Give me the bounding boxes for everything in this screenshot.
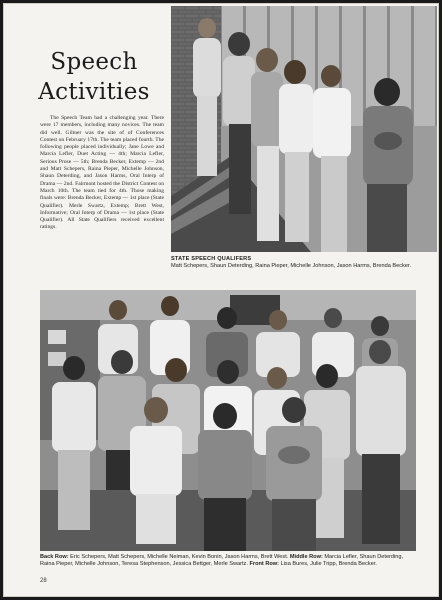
middle-row-label: Middle Row: (289, 554, 323, 560)
speech-team-group-photo (40, 290, 416, 551)
title-line-2: Activities (38, 79, 150, 105)
article-body: The Speech Team had a challenging year. There were 17 members, including many novices. The team did well. Giltner was the site of of Conferences Contest on February 17th. The team placed fourth. The following people placed individually; Jane Lowe and Marcia Lefler, Duet Acting — 4th; Marcia Lefler, Serious Prose — 5th; Brenda Becker, Extemp — 2nd and Matt Schepers, Raina Pieper, Michelle Johnson, Shaun Deterding, and Jason Harms, Oral Interp of Drama — 2nd. Fairmont hosted the District Contest on March 10th. The team tied for 4th. Those making finals were: Brenda Becker, Extemp — 1st place (State Qualifier). Merle Swartz, Extemp; Brett West, Informative; Oral Interp of Drama — 1st place (State Qualifier). All State Qualifiers received excellent ratings. (40, 115, 164, 231)
back-row-label: Back Row: (40, 554, 69, 560)
title-line-1: Speech (50, 49, 138, 75)
caption-names: Matt Schepers, Shaun Deterding, Raina Pieper, Michelle Johnson, Jason Harms, Brenda Becker. (171, 263, 412, 270)
front-row-label: Front Row: (249, 561, 279, 568)
state-qualifiers-photo (171, 6, 437, 252)
back-row-names: Eric Schepers, Matt Schepers, Michelle Neiman, Kevin Bonin, Jason Harms, Brett West. (70, 554, 289, 560)
page-title (29, 47, 159, 107)
group-photo-caption (40, 554, 416, 568)
caption-heading: STATE SPEECH QUALIFERS (171, 256, 252, 262)
yearbook-page (3, 3, 439, 597)
page-number: 28 (40, 578, 47, 584)
top-photo-caption (171, 256, 437, 271)
front-row-names: Lisa Bures, Julie Tripp, Brenda Becker. (280, 561, 377, 568)
middle-row-names: Marcia Lefler, Shaun Deterding, Raina Pieper, Michelle Johnson, Teresa Stephenson, Jessica Bettger, Merle Swartz. (40, 554, 404, 568)
